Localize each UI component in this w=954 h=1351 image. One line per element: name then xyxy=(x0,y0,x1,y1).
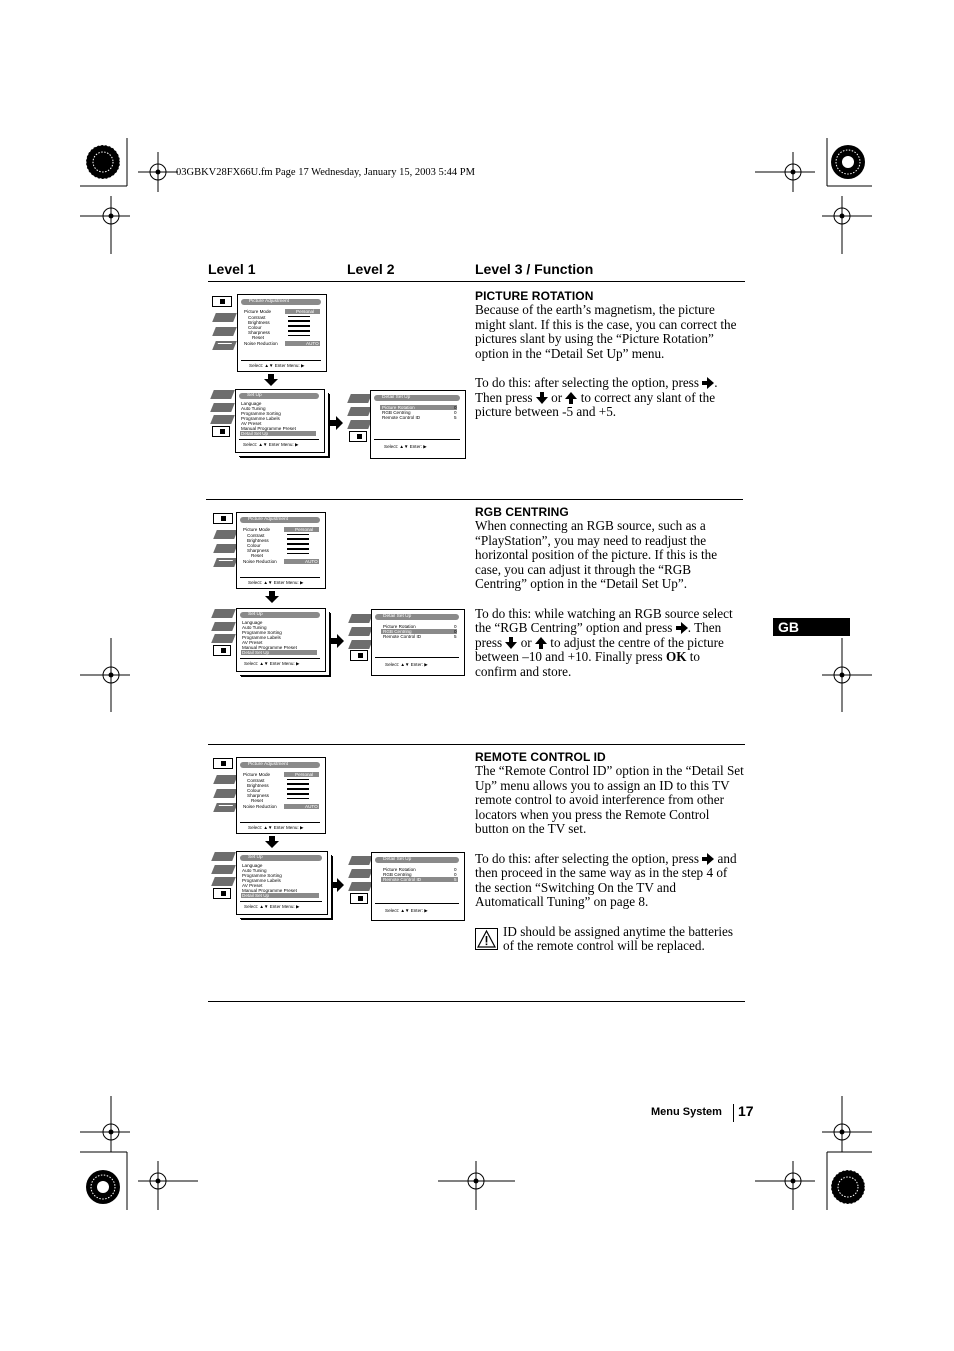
menu-footer-rule xyxy=(375,903,459,904)
setup-title: Set Up xyxy=(239,393,319,399)
picture-menu-icon xyxy=(213,758,233,769)
paragraph: The “Remote Control ID” option in the “Detail Set Up” menu allows you to assign an ID to this TV remote control to avoid interference from other locators when you press the Remote Control button on the TV set. xyxy=(475,763,744,837)
menu-item-programme-labels: Programme Labels xyxy=(242,635,281,640)
menu-item-language: Language xyxy=(242,863,263,868)
menu-item-contrast: Contrast xyxy=(248,315,266,320)
setup-title: Set Up xyxy=(240,612,320,618)
up-arrow-icon xyxy=(565,392,577,404)
picture-adjustment-title: Picture Adjustment xyxy=(241,299,321,305)
note-text: ID should be assigned anytime the batteries of the remote control will be replaced. xyxy=(503,923,733,954)
menu-item-brightness: Brightness xyxy=(247,783,269,788)
footer-divider xyxy=(733,1104,734,1122)
menu-item-colour: Colour xyxy=(247,543,261,548)
setup-screen xyxy=(236,608,326,672)
menu-item-picture-mode: Picture Mode xyxy=(243,772,271,777)
menu-footer-rule xyxy=(240,658,320,659)
menu-item-contrast: Contrast xyxy=(247,778,265,783)
features-menu-icon-2 xyxy=(210,415,235,424)
menu-diagram-remote-control-id xyxy=(211,755,471,930)
menu-item-sharpness: Sharpness xyxy=(247,793,269,798)
picture-mode-value: Personal xyxy=(295,527,314,532)
menu-footer-rule xyxy=(375,657,459,658)
down-arrow-icon xyxy=(505,637,517,649)
menu-item-sharpness: Sharpness xyxy=(247,548,269,553)
menu-item-remote-control-id: Remote Control ID xyxy=(382,415,421,420)
menu-footer-rule xyxy=(374,439,460,440)
paragraph: Because of the earth’s magnetism, the picture might slant. If this is the case, you can correct the pictures slant by using the “Picture Rotation” option in the “Detail Set Up” menu. xyxy=(475,302,737,361)
setup-title: Set Up xyxy=(240,855,322,861)
section-divider-3 xyxy=(208,1001,745,1002)
rgb-centring-value: 0 xyxy=(454,410,457,415)
menu-item-programme-sorting: Programme Sorting xyxy=(241,411,281,416)
sound-menu-icon xyxy=(213,530,238,539)
sound-menu-icon-3 xyxy=(347,407,372,416)
menu-footer-hint: Select: ▲▼ Enter: ▶ xyxy=(385,908,428,913)
menu-footer-hint: Select: ▲▼ Enter Menu: ▶ xyxy=(248,580,304,585)
menu-item-auto-tuning: Auto Tuning xyxy=(242,625,267,630)
sound-menu-icon-2 xyxy=(211,865,236,874)
picture-adjustment-title: Picture Adjustment xyxy=(240,762,320,768)
detail-setup-title: Detail Set Up xyxy=(375,857,459,863)
note xyxy=(475,925,745,954)
sharpness-slider xyxy=(287,794,309,799)
menu-item-brightness: Brightness xyxy=(248,320,270,325)
down-arrow-icon xyxy=(265,836,279,848)
section-body xyxy=(475,303,745,420)
menu-item-sharpness: Sharpness xyxy=(248,330,270,335)
features-menu-icon xyxy=(212,327,237,336)
features-menu-icon xyxy=(213,789,238,798)
features-menu-icon-2 xyxy=(211,877,236,886)
menu-item-picture-rotation: Picture Rotation xyxy=(382,405,415,410)
features-menu-icon-3 xyxy=(347,420,372,429)
down-arrow-icon xyxy=(264,374,278,386)
menu-footer-hint: Select: ▲▼ Enter: ▶ xyxy=(385,662,428,667)
menu-item-picture-mode: Picture Mode xyxy=(243,527,271,532)
menu-item-detail-set-up: Detail Set Up xyxy=(242,893,270,898)
sound-menu-icon-2 xyxy=(210,403,235,412)
menu-item-detail-set-up: Detail Set Up xyxy=(242,650,270,655)
menu-item-noise-reduction: Noise Reduction xyxy=(243,804,277,809)
menu-footer-rule xyxy=(240,577,320,578)
detail-setup-screen xyxy=(371,609,465,676)
picture-menu-icon-3 xyxy=(348,856,373,865)
right-arrow-icon xyxy=(331,634,344,648)
menu-item-reset: Reset xyxy=(251,798,264,803)
detail-setup-title: Detail Set Up xyxy=(374,395,460,401)
section-divider-1 xyxy=(206,499,743,500)
menu-item-av-preset: AV Preset xyxy=(242,883,263,888)
picture-menu-icon xyxy=(212,296,232,307)
setup-menu-icon-2 xyxy=(213,645,231,656)
menu-item-picture-rotation: Picture Rotation xyxy=(383,867,416,872)
setup-menu-icon-3 xyxy=(350,650,368,661)
picture-menu-icon xyxy=(213,513,233,524)
sound-menu-icon-3 xyxy=(348,869,373,878)
detail-setup-title: Detail Set Up xyxy=(375,614,459,620)
menu-footer-hint: Select: ▲▼ Enter Menu: ▶ xyxy=(244,904,300,909)
down-arrow-icon xyxy=(265,591,279,603)
section-title: PICTURE ROTATION xyxy=(475,289,594,303)
menu-item-picture-rotation: Picture Rotation xyxy=(383,624,416,629)
up-arrow-icon xyxy=(535,637,547,649)
nr-value: AUTO xyxy=(306,341,319,346)
menu-footer-rule xyxy=(240,822,320,823)
menu-item-rgb-centring: RGB Centring xyxy=(383,629,412,634)
section-divider-2 xyxy=(208,744,745,745)
rgb-centring-value: 0 xyxy=(454,872,457,877)
setup-menu-icon xyxy=(213,803,238,812)
language-tab: GB xyxy=(773,618,850,636)
menu-item-colour: Colour xyxy=(248,325,262,330)
menu-item-auto-tuning: Auto Tuning xyxy=(242,868,267,873)
sound-menu-icon-3 xyxy=(348,627,373,636)
menu-item-language: Language xyxy=(242,620,263,625)
setup-screen xyxy=(236,851,328,915)
menu-item-noise-reduction: Noise Reduction xyxy=(244,341,278,346)
section-title: REMOTE CONTROL ID xyxy=(475,750,606,764)
menu-item-detail-set-up: Detail Set Up xyxy=(241,431,269,436)
sound-menu-icon-2 xyxy=(211,622,236,631)
menu-item-picture-mode: Picture Mode xyxy=(244,309,272,314)
footer-section-name: Menu System xyxy=(651,1106,722,1118)
section-remote-control-id xyxy=(475,750,745,954)
section-title: RGB CENTRING xyxy=(475,505,569,519)
picture-menu-icon-3 xyxy=(347,394,372,403)
warning-icon xyxy=(475,928,498,950)
setup-menu-icon-3 xyxy=(350,893,368,904)
features-menu-icon xyxy=(213,544,238,553)
picture-rotation-value: 0 xyxy=(454,867,457,872)
header-rule xyxy=(208,281,745,282)
menu-item-programme-sorting: Programme Sorting xyxy=(242,873,282,878)
nr-value: AUTO xyxy=(305,559,318,564)
menu-item-programme-labels: Programme Labels xyxy=(242,878,281,883)
section-body xyxy=(475,764,745,954)
menu-item-reset: Reset xyxy=(251,553,264,558)
features-menu-icon-3 xyxy=(348,882,373,891)
picture-adjustment-screen xyxy=(237,294,327,372)
picture-menu-icon-3 xyxy=(348,614,373,623)
picture-menu-icon-2 xyxy=(211,852,236,861)
menu-footer-hint: Select: ▲▼ Enter Menu: ▶ xyxy=(243,442,299,447)
menu-footer-hint: Select: ▲▼ Enter Menu: ▶ xyxy=(244,661,300,666)
menu-item-reset: Reset xyxy=(252,335,265,340)
remote-control-id-value: 5 xyxy=(454,415,457,420)
section-rgb-centring xyxy=(475,505,745,694)
menu-item-manual-programme-preset: Manual Programme Preset xyxy=(241,426,296,431)
menu-footer-rule xyxy=(239,439,319,440)
detail-setup-screen xyxy=(370,390,466,459)
picture-menu-icon-2 xyxy=(211,609,236,618)
file-info-line: 03GBKV28FX66U.fm Page 17 Wednesday, January 15, 2003 5:44 PM xyxy=(176,167,475,178)
menu-item-language: Language xyxy=(241,401,262,406)
picture-adjustment-title: Picture Adjustment xyxy=(240,517,320,523)
remote-control-id-value: 5 xyxy=(454,877,457,882)
menu-item-rgb-centring: RGB Centring xyxy=(383,872,412,877)
paragraph-instructions: To do this: after selecting the option, press . Then press or to correct any slant of the picture between -5 and +5. xyxy=(475,374,718,420)
down-arrow-icon xyxy=(536,392,548,404)
page-number: 17 xyxy=(738,1103,754,1119)
setup-screen xyxy=(235,389,325,453)
picture-menu-icon-2 xyxy=(210,390,235,399)
right-arrow-icon xyxy=(676,622,688,634)
menu-item-av-preset: AV Preset xyxy=(241,421,262,426)
right-arrow-icon xyxy=(702,377,714,389)
menu-item-programme-labels: Programme Labels xyxy=(241,416,280,421)
section-body xyxy=(475,519,745,680)
setup-menu-icon-2 xyxy=(213,888,231,899)
menu-footer-hint: Select: ▲▼ Enter Menu: ▶ xyxy=(249,363,305,368)
rgb-centring-value: 0 xyxy=(454,629,457,634)
remote-control-id-value: 5 xyxy=(454,634,457,639)
menu-item-auto-tuning: Auto Tuning xyxy=(241,406,266,411)
menu-diagram-picture-rotation xyxy=(210,293,470,468)
picture-mode-value: Personal xyxy=(295,772,314,777)
paragraph: When connecting an RGB source, such as a “PlayStation”, you may need to readjust the horizontal position of the picture. If this is the case, you can adjust it through the “RGB Centring” option in the “Detail Set Up”. xyxy=(475,518,718,592)
picture-rotation-value: 0 xyxy=(454,405,457,410)
menu-item-brightness: Brightness xyxy=(247,538,269,543)
menu-item-manual-programme-preset: Manual Programme Preset xyxy=(242,645,297,650)
menu-item-av-preset: AV Preset xyxy=(242,640,263,645)
menu-item-remote-control-id: Remote Control ID xyxy=(383,877,422,882)
section-picture-rotation xyxy=(475,289,745,434)
sharpness-slider xyxy=(288,331,310,336)
paragraph-instructions: To do this: while watching an RGB source select the “RGB Centring” option and press . Then press or to adjust the centre of the picture between –10 and +10. Finally press OK to confirm and store. xyxy=(475,605,733,679)
menu-item-manual-programme-preset: Manual Programme Preset xyxy=(242,888,297,893)
paragraph-instructions: To do this: after selecting the option, press and then proceed in the same way as in the step 4 of the section “Switching On the TV and Automaticall Tuning” on page 8. xyxy=(475,850,737,910)
right-arrow-icon xyxy=(702,853,714,865)
column-header-level2: Level 2 xyxy=(347,261,395,277)
right-arrow-icon xyxy=(331,878,344,892)
sound-menu-icon xyxy=(213,775,238,784)
sharpness-slider xyxy=(287,549,309,554)
picture-mode-value: Personal xyxy=(296,309,315,314)
menu-item-colour: Colour xyxy=(247,788,261,793)
menu-item-noise-reduction: Noise Reduction xyxy=(243,559,277,564)
menu-item-remote-control-id: Remote Control ID xyxy=(383,634,422,639)
setup-menu-icon-3 xyxy=(349,431,367,442)
picture-rotation-value: 0 xyxy=(454,624,457,629)
menu-item-rgb-centring: RGB Centring xyxy=(382,410,411,415)
menu-item-contrast: Contrast xyxy=(247,533,265,538)
menu-footer-rule xyxy=(240,901,322,902)
menu-footer-hint: Select: ▲▼ Enter Menu: ▶ xyxy=(248,825,304,830)
features-menu-icon-3 xyxy=(348,640,373,649)
menu-item-programme-sorting: Programme Sorting xyxy=(242,630,282,635)
setup-menu-icon xyxy=(213,558,238,567)
sound-menu-icon xyxy=(212,313,237,322)
detail-setup-screen xyxy=(371,852,465,921)
nr-value: AUTO xyxy=(305,804,318,809)
picture-adjustment-screen xyxy=(236,757,326,834)
right-arrow-icon xyxy=(330,416,343,430)
column-header-level3: Level 3 / Function xyxy=(475,261,594,277)
menu-footer-rule xyxy=(241,360,321,361)
picture-adjustment-screen xyxy=(236,512,326,589)
menu-diagram-rgb-centring xyxy=(211,510,471,685)
features-menu-icon-2 xyxy=(211,634,236,643)
setup-menu-icon-2 xyxy=(212,426,230,437)
menu-footer-hint: Select: ▲▼ Enter: ▶ xyxy=(384,444,427,449)
setup-menu-icon xyxy=(212,341,237,350)
column-header-level1: Level 1 xyxy=(208,261,256,277)
